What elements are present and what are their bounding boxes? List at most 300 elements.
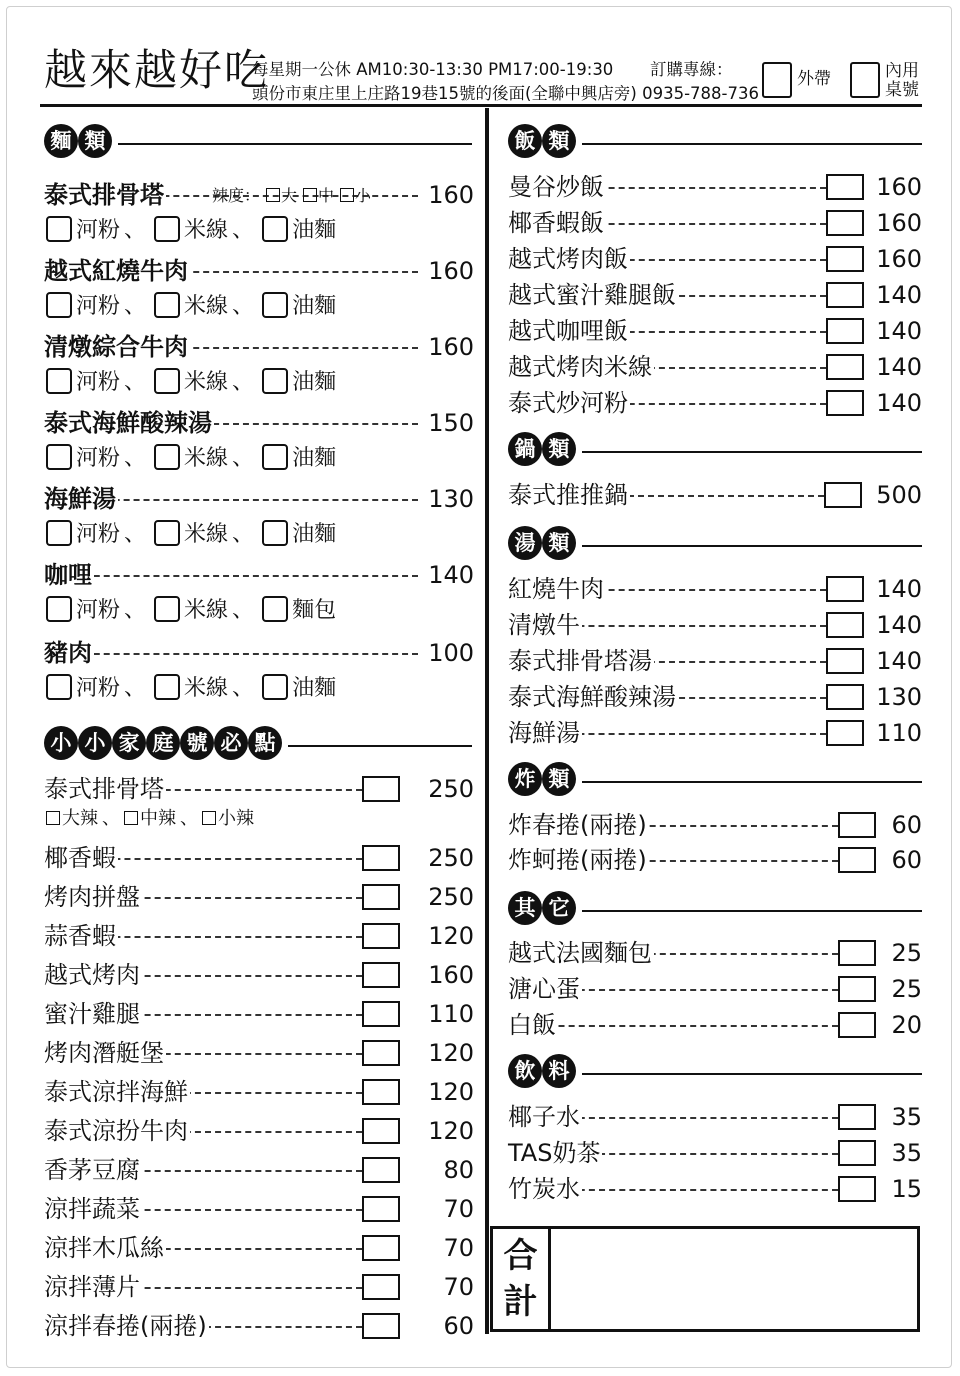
menu-item-row[interactable]: [44, 406, 474, 440]
family-spicy-options: [46, 804, 254, 830]
menu-item-price: 140: [870, 572, 922, 606]
menu-item-row[interactable]: [44, 841, 474, 875]
section-title: [508, 762, 576, 796]
menu-item-price: 60: [882, 843, 922, 877]
menu-item-price: 160: [414, 958, 474, 992]
option-checkbox[interactable]: [262, 520, 288, 546]
section-rule: [582, 910, 922, 912]
menu-item-name: 泰式排骨塔: [44, 178, 166, 212]
total-label: [493, 1229, 551, 1329]
menu-item-name: 紅燒牛肉: [508, 572, 606, 606]
quantity-box[interactable]: [362, 1157, 400, 1183]
option-checkbox[interactable]: [46, 596, 72, 622]
option-separator: 、: [232, 598, 255, 623]
option-checkbox[interactable]: [154, 596, 180, 622]
quantity-box[interactable]: [826, 684, 864, 710]
quantity-box[interactable]: [362, 1040, 400, 1066]
quantity-box[interactable]: [826, 282, 864, 308]
menu-item-name: 越式蜜汁雞腿飯: [508, 278, 678, 312]
option-checkbox[interactable]: [46, 520, 72, 546]
option-separator: 、: [102, 808, 120, 829]
menu-item-price: 140: [870, 350, 922, 384]
section-title: [508, 526, 576, 560]
menu-item-name: 炸蚵捲(兩捲): [508, 843, 649, 877]
section-title-char: 號: [180, 726, 214, 760]
menu-item-name: 越式紅燒牛肉: [44, 254, 190, 288]
option-label: 米線: [184, 598, 229, 623]
menu-item-price: 150: [418, 406, 474, 440]
section-title-char: 類: [78, 124, 112, 158]
section-title-char: 類: [542, 124, 576, 158]
section-title-char: 類: [542, 432, 576, 466]
menu-item-price: 160: [418, 254, 474, 288]
quantity-box[interactable]: [826, 174, 864, 200]
quantity-box[interactable]: [826, 354, 864, 380]
menu-item-row[interactable]: [508, 350, 922, 384]
section-title-char: 小: [78, 726, 112, 760]
section-title: [44, 124, 112, 158]
quantity-box[interactable]: [826, 648, 864, 674]
option-label: 米線: [184, 676, 229, 701]
menu-item-row[interactable]: [44, 1192, 474, 1226]
menu-item-row[interactable]: [44, 1075, 474, 1109]
menu-item-name: 炸春捲(兩捲): [508, 808, 649, 842]
option-separator: 、: [124, 522, 147, 547]
menu-item-row[interactable]: [508, 1136, 922, 1170]
menu-item-row[interactable]: [508, 644, 922, 678]
menu-item-price: 140: [870, 386, 922, 420]
menu-item-row[interactable]: [508, 242, 922, 276]
brand-name: 越來越好吃: [44, 46, 269, 96]
section-title-char: 炸: [508, 762, 542, 796]
menu-item-price: 160: [870, 170, 922, 204]
section-header: [508, 891, 922, 931]
leader-dashes: [518, 1025, 838, 1027]
quantity-box[interactable]: [838, 1104, 876, 1130]
menu-item-row[interactable]: [44, 1036, 474, 1070]
option-checkbox[interactable]: [154, 444, 180, 470]
quantity-box[interactable]: [826, 612, 864, 638]
menu-item-price: 120: [414, 1075, 474, 1109]
menu-item-price: 35: [882, 1100, 922, 1134]
menu-item-row[interactable]: [44, 997, 474, 1031]
option-separator: 、: [124, 598, 147, 623]
menu-item-price: 130: [418, 482, 474, 516]
option-label: 米線: [184, 218, 229, 243]
section-rule: [582, 545, 922, 547]
quantity-box[interactable]: [826, 246, 864, 272]
menu-item-price: 120: [414, 1114, 474, 1148]
quantity-box[interactable]: [362, 776, 400, 802]
menu-item-row[interactable]: [44, 880, 474, 914]
total-label-2: 計: [503, 1282, 538, 1322]
option-label: 米線: [184, 370, 229, 395]
option-label: 河粉: [76, 446, 121, 471]
option-checkbox[interactable]: [46, 216, 72, 242]
option-checkbox[interactable]: [154, 520, 180, 546]
menu-item-row[interactable]: [508, 278, 922, 312]
menu-item-name: 蜜汁雞腿: [44, 997, 142, 1031]
menu-item-row[interactable]: [508, 608, 922, 642]
spicy-checkbox[interactable]: [266, 188, 280, 202]
quantity-box[interactable]: [362, 1196, 400, 1222]
total-box[interactable]: [490, 1226, 920, 1332]
menu-item-price: 20: [882, 1008, 922, 1042]
menu-item-row[interactable]: [508, 314, 922, 348]
option-label: 河粉: [76, 676, 121, 701]
menu-item-price: 80: [414, 1153, 474, 1187]
option-checkbox[interactable]: [154, 292, 180, 318]
option-checkbox[interactable]: [154, 368, 180, 394]
menu-item-price: 160: [418, 330, 474, 364]
menu-item-price: 160: [870, 242, 922, 276]
option-checkbox[interactable]: [262, 596, 288, 622]
dinein-label-1: 內用: [885, 61, 919, 81]
option-separator: 、: [232, 446, 255, 471]
dinein-label-2: 桌號: [885, 80, 919, 100]
menu-item-row[interactable]: [44, 330, 474, 364]
option-label: 米線: [184, 446, 229, 471]
menu-item-name: 越式烤肉飯: [508, 242, 630, 276]
menu-item-row[interactable]: [508, 972, 922, 1006]
noodle-options: [46, 368, 336, 398]
menu-item-price: 250: [414, 772, 474, 806]
section-title: [508, 124, 576, 158]
menu-item-row[interactable]: [44, 1231, 474, 1265]
menu-item-name: TAS奶茶: [508, 1136, 602, 1170]
menu-item-price: 100: [418, 636, 474, 670]
option-checkbox[interactable]: [154, 216, 180, 242]
option-label: 麵包: [292, 598, 337, 623]
menu-item-name: 涼拌木瓜絲: [44, 1231, 166, 1265]
menu-item-price: 25: [882, 972, 922, 1006]
menu-item-row[interactable]: [44, 482, 474, 516]
menu-item-row[interactable]: [508, 386, 922, 420]
quantity-box[interactable]: [826, 390, 864, 416]
menu-item-price: 110: [870, 716, 922, 750]
section-title-char: 飲: [508, 1054, 542, 1088]
option-label: 油麵: [292, 370, 337, 395]
menu-item-name: 椰香蝦飯: [508, 206, 606, 240]
menu-item-row[interactable]: [44, 1114, 474, 1148]
section-rule: [582, 451, 922, 453]
menu-item-price: 140: [870, 644, 922, 678]
quantity-box[interactable]: [362, 845, 400, 871]
section-title-char: 鍋: [508, 432, 542, 466]
menu-item-name: 泰式海鮮酸辣湯: [44, 406, 214, 440]
option-label: 油麵: [292, 522, 337, 547]
section-title: [508, 891, 576, 925]
option-label: 油麵: [292, 446, 337, 471]
menu-item-price: 140: [870, 314, 922, 348]
menu-item-name: 椰香蝦: [44, 841, 118, 875]
menu-item-name: 涼拌蔬菜: [44, 1192, 142, 1226]
option-label: 河粉: [76, 522, 121, 547]
menu-item-row[interactable]: [508, 843, 922, 877]
leader-dashes: [54, 653, 418, 655]
option-separator: 、: [124, 446, 147, 471]
menu-item-price: 70: [414, 1270, 474, 1304]
menu-item-price: 15: [882, 1172, 922, 1206]
menu-item-row[interactable]: [44, 772, 474, 806]
column-divider: [485, 108, 489, 1334]
spicy-checkbox[interactable]: [303, 188, 317, 202]
option-checkbox[interactable]: [262, 368, 288, 394]
leader-dashes: [54, 575, 418, 577]
quantity-box[interactable]: [838, 1140, 876, 1166]
menu-item-row[interactable]: [44, 558, 474, 592]
noodle-options: [46, 216, 336, 246]
option-checkbox[interactable]: [46, 368, 72, 394]
section-title-char: 家: [112, 726, 146, 760]
address-phone: 頭份市東庄里上庄路19巷15號的後面(全聯中興店旁) 0935-788-736: [252, 84, 759, 103]
menu-item-name: 椰子水: [508, 1100, 582, 1134]
option-checkbox[interactable]: [262, 292, 288, 318]
option-checkbox[interactable]: [46, 292, 72, 318]
option-label: 河粉: [76, 598, 121, 623]
menu-item-price: 130: [870, 680, 922, 714]
menu-item-row[interactable]: [508, 170, 922, 204]
option-label: 河粉: [76, 370, 121, 395]
menu-item-name: 泰式涼拌海鮮: [44, 1075, 190, 1109]
section-title: [508, 432, 576, 466]
menu-item-price: 140: [870, 278, 922, 312]
menu-item-name: 香茅豆腐: [44, 1153, 142, 1187]
menu-item-name: 泰式海鮮酸辣湯: [508, 680, 678, 714]
menu-item-row[interactable]: [508, 680, 922, 714]
quantity-box[interactable]: [362, 1235, 400, 1261]
business-hours: 每星期一公休 AM10:30-13:30 PM17:00-19:30: [252, 60, 614, 79]
menu-item-name: 海鮮湯: [508, 716, 582, 750]
menu-item-name: 清燉牛: [508, 608, 582, 642]
menu-item-price: 70: [414, 1231, 474, 1265]
section-header: [508, 762, 922, 802]
menu-item-name: 白飯: [508, 1008, 558, 1042]
quantity-box[interactable]: [826, 720, 864, 746]
quantity-box[interactable]: [838, 976, 876, 1002]
menu-item-name: 曼谷炒飯: [508, 170, 606, 204]
menu-item-name: 越式法國麵包: [508, 936, 654, 970]
spicy-checkbox[interactable]: [340, 188, 354, 202]
menu-item-price: 160: [870, 206, 922, 240]
section-header: [508, 1054, 922, 1094]
option-separator: 、: [124, 294, 147, 319]
spicy-option-label: 中: [318, 186, 335, 205]
menu-item-price: 60: [414, 1309, 474, 1343]
spicy-option-label: 大: [281, 186, 298, 205]
section-title-char: 其: [508, 891, 542, 925]
menu-item-row[interactable]: [44, 636, 474, 670]
section-title-char: 飯: [508, 124, 542, 158]
menu-item-price: 110: [414, 997, 474, 1031]
option-label: 油麵: [292, 676, 337, 701]
option-checkbox[interactable]: [262, 216, 288, 242]
option-label: 米線: [184, 294, 229, 319]
menu-item-name: 越式烤肉米線: [508, 350, 654, 384]
option-checkbox[interactable]: [46, 444, 72, 470]
option-separator: 、: [124, 218, 147, 243]
quantity-box[interactable]: [826, 318, 864, 344]
quantity-box[interactable]: [362, 884, 400, 910]
spicy-option-label: 大辣: [62, 808, 98, 829]
menu-item-price: 35: [882, 1136, 922, 1170]
section-rule: [118, 143, 472, 145]
quantity-box[interactable]: [838, 1176, 876, 1202]
section-rule: [582, 781, 922, 783]
header-divider: [40, 104, 922, 107]
menu-item-name: 海鮮湯: [44, 482, 118, 516]
noodle-options: [46, 674, 336, 704]
menu-item-name: 越式咖哩飯: [508, 314, 630, 348]
quantity-box[interactable]: [362, 1274, 400, 1300]
menu-item-name: 泰式排骨塔湯: [508, 644, 654, 678]
section-title-char: 小: [44, 726, 78, 760]
option-separator: 、: [124, 370, 147, 395]
menu-item-row[interactable]: [44, 1270, 474, 1304]
menu-item-name: 豬肉: [44, 636, 94, 670]
dinein-checkbox[interactable]: [850, 62, 880, 98]
section-rule: [288, 745, 472, 747]
menu-item-name: 越式烤肉: [44, 958, 142, 992]
option-separator: 、: [232, 522, 255, 547]
option-checkbox[interactable]: [154, 674, 180, 700]
quantity-box[interactable]: [826, 210, 864, 236]
section-rule: [582, 143, 922, 145]
quantity-box[interactable]: [838, 847, 876, 873]
noodle-options: [46, 520, 336, 550]
menu-item-price: 160: [418, 178, 474, 212]
option-separator: 、: [180, 808, 198, 829]
section-title-char: 麵: [44, 124, 78, 158]
section-header: [508, 124, 922, 164]
menu-item-name: 竹炭水: [508, 1172, 582, 1206]
menu-item-row[interactable]: [44, 254, 474, 288]
section-title-char: 必: [214, 726, 248, 760]
section-header: [44, 726, 472, 766]
menu-item-row[interactable]: [508, 1172, 922, 1206]
menu-item-row[interactable]: [508, 936, 922, 970]
option-label: 河粉: [76, 294, 121, 319]
quantity-box[interactable]: [362, 923, 400, 949]
menu-item-row[interactable]: [508, 1008, 922, 1042]
takeout-checkbox[interactable]: [762, 62, 792, 98]
quantity-box[interactable]: [362, 1118, 400, 1144]
menu-item-price: 250: [414, 880, 474, 914]
menu-item-row[interactable]: [44, 1309, 474, 1343]
menu-item-name: 咖哩: [44, 558, 94, 592]
noodle-options: [46, 596, 336, 626]
quantity-box[interactable]: [838, 940, 876, 966]
menu-item-price: 60: [882, 808, 922, 842]
menu-item-name: 烤肉拼盤: [44, 880, 142, 914]
section-title-char: 料: [542, 1054, 576, 1088]
menu-item-row[interactable]: [44, 958, 474, 992]
option-checkbox[interactable]: [46, 674, 72, 700]
menu-item-name: 泰式排骨塔: [44, 772, 166, 806]
menu-item-price: 120: [414, 919, 474, 953]
menu-item-name: 清燉綜合牛肉: [44, 330, 190, 364]
quantity-box[interactable]: [826, 576, 864, 602]
menu-item-price: 25: [882, 936, 922, 970]
menu-item-name: 蒜香蝦: [44, 919, 118, 953]
order-line-label: 訂購專線：: [650, 60, 733, 79]
noodle-options: [46, 292, 336, 322]
menu-item-name: 烤肉潛艇堡: [44, 1036, 166, 1070]
quantity-box[interactable]: [838, 1012, 876, 1038]
spicy-checkbox[interactable]: [124, 811, 138, 825]
section-title-char: 點: [248, 726, 282, 760]
menu-item-row[interactable]: [508, 808, 922, 842]
section-header: [508, 432, 922, 472]
menu-item-row[interactable]: [44, 919, 474, 953]
menu-item-row[interactable]: [508, 1100, 922, 1134]
menu-item-row[interactable]: [508, 572, 922, 606]
section-title-char: 庭: [146, 726, 180, 760]
menu-item-name: 涼拌春捲(兩捲): [44, 1309, 209, 1343]
option-label: 米線: [184, 522, 229, 547]
quantity-box[interactable]: [362, 1001, 400, 1027]
menu-item-row[interactable]: [508, 478, 922, 512]
option-separator: 、: [232, 218, 255, 243]
quantity-box[interactable]: [824, 482, 862, 508]
menu-item-name: 泰式涼扮牛肉: [44, 1114, 190, 1148]
option-separator: 、: [232, 370, 255, 395]
section-title-char: 它: [542, 891, 576, 925]
section-title: [508, 1054, 576, 1088]
menu-item-price: 140: [870, 608, 922, 642]
section-title-char: 湯: [508, 526, 542, 560]
spicy-checkbox[interactable]: [202, 811, 216, 825]
spicy-option-label: 小: [355, 186, 372, 205]
quantity-box[interactable]: [362, 1313, 400, 1339]
section-title: [44, 726, 282, 760]
menu-item-name: 泰式推推鍋: [508, 478, 630, 512]
option-label: 油麵: [292, 218, 337, 243]
quantity-box[interactable]: [362, 962, 400, 988]
spicy-selector: [212, 183, 371, 206]
option-separator: 、: [232, 676, 255, 701]
menu-item-price: 500: [870, 478, 922, 512]
option-checkbox[interactable]: [262, 444, 288, 470]
quantity-box[interactable]: [838, 812, 876, 838]
spicy-option-label: 小辣: [218, 808, 254, 829]
menu-item-price: 140: [418, 558, 474, 592]
option-separator: 、: [232, 294, 255, 319]
section-title-char: 類: [542, 526, 576, 560]
option-label: 河粉: [76, 218, 121, 243]
takeout-label: 外帶: [797, 69, 831, 89]
menu-item-name: 泰式炒河粉: [508, 386, 630, 420]
quantity-box[interactable]: [362, 1079, 400, 1105]
option-checkbox[interactable]: [262, 674, 288, 700]
option-separator: 、: [124, 676, 147, 701]
menu-item-row[interactable]: [508, 206, 922, 240]
spicy-option-label: 中辣: [140, 808, 176, 829]
menu-item-row[interactable]: [44, 1153, 474, 1187]
spicy-label: 辣度：: [212, 186, 261, 205]
menu-item-row[interactable]: [508, 716, 922, 750]
option-label: 油麵: [292, 294, 337, 319]
total-label-1: 合: [503, 1236, 538, 1276]
menu-item-name: 涼拌薄片: [44, 1270, 142, 1304]
section-title-char: 類: [542, 762, 576, 796]
spicy-checkbox[interactable]: [46, 811, 60, 825]
menu-item-price: 250: [414, 841, 474, 875]
menu-item-price: 70: [414, 1192, 474, 1226]
section-rule: [582, 1073, 922, 1075]
section-header: [44, 124, 472, 164]
section-header: [508, 526, 922, 566]
